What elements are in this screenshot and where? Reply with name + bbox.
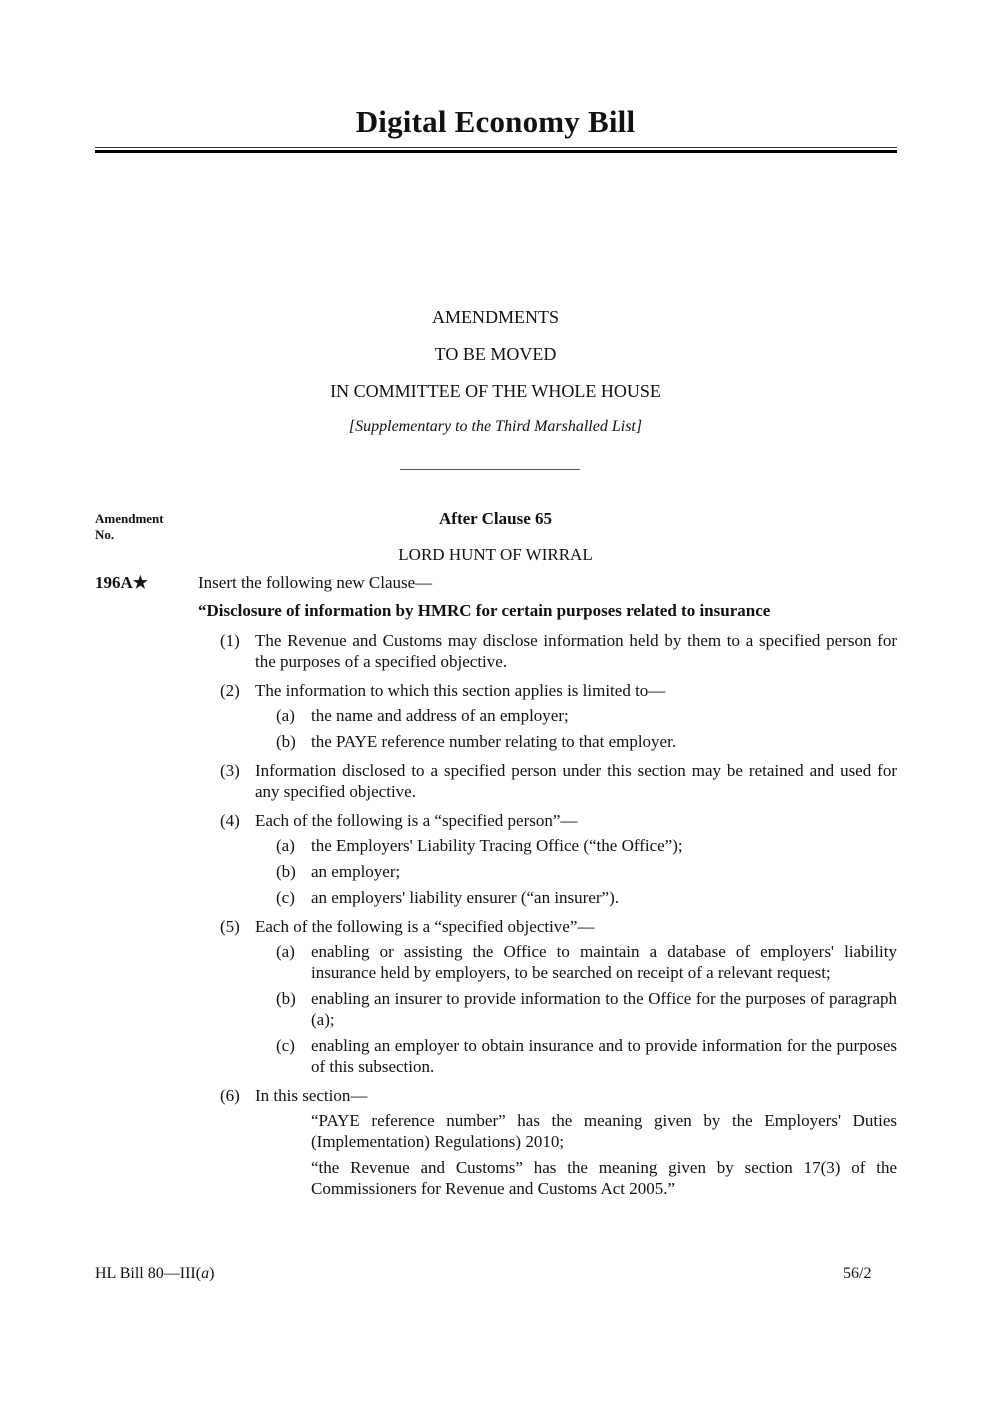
amendment-instruction: Insert the following new Clause— [198, 573, 433, 592]
paragraph-number: (a) [276, 706, 295, 725]
clause-body [220, 630, 897, 1204]
subsection-6 [220, 1085, 897, 1106]
preamble-subtitle: [Supplementary to the Third Marshalled List] [348, 418, 643, 435]
paragraph-text: the Employers' Liability Tracing Office (“the Office”); [311, 836, 683, 855]
paragraph-number: (c) [276, 1036, 295, 1055]
page-reference: 56/2 [843, 1265, 872, 1282]
subsection-text: Information disclosed to a specified person under this section may be retained and used for any specified objective. [255, 761, 897, 801]
subsection-text: In this section— [255, 1086, 368, 1105]
paragraph-5a [276, 941, 897, 983]
bill-ref-italic: a [201, 1265, 210, 1282]
subsection-number: (3) [220, 761, 240, 780]
subsection-text: The Revenue and Customs may disclose information held by them to a specified person for the purposes of a specified objective. [255, 631, 897, 671]
paragraph-text: enabling an employer to obtain insurance and to provide information for the purposes of this subsection. [311, 1036, 897, 1076]
subsection-text: Each of the following is a “specified objective”— [255, 917, 595, 936]
new-clause-heading: “Disclosure of information by HMRC for certain purposes related to insurance [198, 601, 771, 620]
paragraph-text: enabling an insurer to provide information to the Office for the purposes of paragraph (a); [311, 989, 897, 1029]
subsection-2 [220, 680, 897, 701]
paragraph-text: enabling or assisting the Office to maintain a database of employers' liability insurance held by employers, to be searched on receipt of a relevant request; [311, 942, 897, 982]
paragraph-number: (a) [276, 942, 295, 961]
paragraph-number: (b) [276, 862, 296, 881]
paragraph-4b [276, 861, 897, 882]
subsection-number: (2) [220, 681, 240, 700]
amendment-label-line1: Amendment [95, 511, 164, 526]
paragraph-number: (b) [276, 732, 296, 751]
paragraph-text: the name and address of an employer; [311, 706, 569, 725]
preamble-to-be-moved: TO BE MOVED [434, 344, 557, 364]
paragraph-number: (b) [276, 989, 296, 1008]
subsection-3 [220, 760, 897, 802]
subsection-number: (5) [220, 917, 240, 936]
subsection-1 [220, 630, 897, 672]
title-rule-thin [95, 147, 897, 148]
subsection-number: (1) [220, 631, 240, 650]
paragraph-text: an employers' liability ensurer (“an insurer”). [311, 888, 620, 907]
subsection-text: Each of the following is a “specified person”— [255, 811, 578, 830]
mover-name: LORD HUNT OF WIRRAL [398, 545, 593, 564]
paragraph-2b [276, 731, 897, 752]
paragraph-4a [276, 835, 897, 856]
bill-ref-suffix: ) [209, 1265, 215, 1282]
paragraph-4c [276, 887, 897, 908]
amendment-label-line2: No. [95, 527, 115, 542]
bill-reference [95, 1265, 214, 1283]
paragraph-2a [276, 705, 897, 726]
amendment-number: 196A★ [95, 573, 149, 592]
definition-paye: “PAYE reference number” has the meaning given by the Employers' Duties (Implementation) Regulations) 2010; [311, 1111, 897, 1151]
subsection-5 [220, 916, 897, 937]
title-rule-thick [95, 150, 897, 153]
subsection-4 [220, 810, 897, 831]
position-heading: After Clause 65 [439, 509, 552, 528]
preamble-committee: IN COMMITTEE OF THE WHOLE HOUSE [330, 381, 661, 401]
bill-ref-prefix: HL Bill 80—III( [95, 1265, 202, 1282]
paragraph-number: (a) [276, 836, 295, 855]
paragraph-text: the PAYE reference number relating to that employer. [311, 732, 677, 751]
subsection-number: (4) [220, 811, 240, 830]
document-title: Digital Economy Bill [355, 104, 636, 139]
paragraph-number: (c) [276, 888, 295, 907]
section-divider [400, 469, 580, 470]
paragraph-5b [276, 988, 897, 1030]
definition-revenue-customs: “the Revenue and Customs” has the meaning given by section 17(3) of the Commissioners for Revenue and Customs Act 2005.” [311, 1158, 897, 1198]
paragraph-text: an employer; [311, 862, 401, 881]
preamble-amendments: AMENDMENTS [431, 307, 559, 327]
subsection-number: (6) [220, 1086, 240, 1105]
subsection-text: The information to which this section applies is limited to— [255, 681, 666, 700]
paragraph-5c [276, 1035, 897, 1077]
